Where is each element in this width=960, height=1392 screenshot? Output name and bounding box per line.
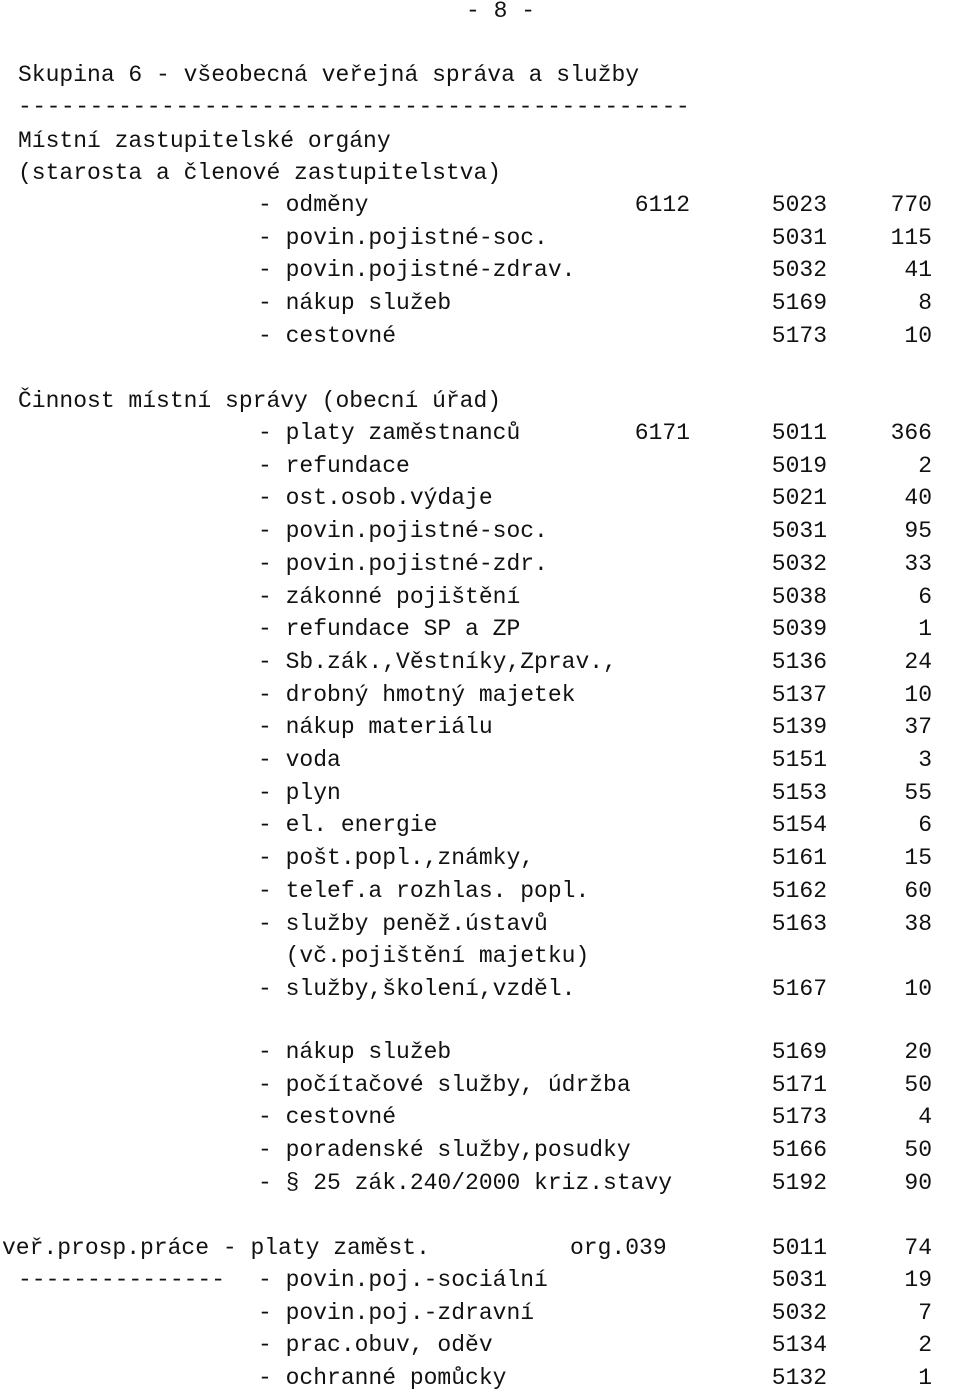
- row-amount: 24: [904, 648, 932, 675]
- row-item-code: 5134: [771, 1332, 827, 1359]
- row-label: - služby peněž.ústavů: [258, 910, 548, 937]
- section3-title-item: 5011: [771, 1235, 827, 1261]
- section1-title-line2: (starosta a členové zastupitelstva): [18, 160, 502, 186]
- row-item-code: 5136: [771, 648, 827, 675]
- row-amount: 770: [890, 192, 932, 218]
- row-label: - povin.pojistné-zdrav.: [258, 257, 576, 284]
- row-amount: 90: [904, 1169, 932, 1196]
- row-amount: 55: [904, 779, 932, 806]
- row-label: - nákup materiálu: [258, 714, 493, 741]
- row-label: - telef.a rozhlas. popl.: [258, 877, 590, 904]
- row-item-code: 5166: [771, 1137, 827, 1164]
- row-item-code: 5169: [771, 290, 827, 317]
- row-label: - ost.osob.výdaje: [258, 485, 493, 512]
- row-amount: 41: [904, 257, 932, 284]
- section3-underline: ---------------: [18, 1267, 226, 1293]
- row-paragraph: 6171: [634, 420, 690, 446]
- row-amount: 10: [904, 681, 932, 708]
- row-item-code: 5032: [771, 550, 827, 577]
- row-label: - cestovné: [258, 1104, 397, 1131]
- row-label: - platy zaměstnanců: [258, 420, 521, 446]
- row-label: - povin.pojistné-soc.: [258, 518, 548, 545]
- row-item-code: 5154: [771, 812, 827, 839]
- row-label: - cestovné: [258, 322, 397, 349]
- section3-org: org.039: [570, 1235, 667, 1261]
- row-label: - el. energie: [258, 812, 438, 839]
- row-amount: 50: [904, 1137, 932, 1164]
- row-item-code: 5162: [771, 877, 827, 904]
- row-label: - odměny: [258, 192, 369, 218]
- row-amount: 60: [904, 877, 932, 904]
- row-amount: 6: [918, 812, 932, 839]
- row-label: - nákup služeb: [258, 1039, 452, 1065]
- row-item-code: 5032: [771, 257, 827, 284]
- row-item-code: 5171: [771, 1071, 827, 1098]
- row-label: - zákonné pojištění: [258, 583, 521, 610]
- row-item-code: 5023: [771, 192, 827, 218]
- row-item-code: 5163: [771, 910, 827, 937]
- row-amount: 50: [904, 1071, 932, 1098]
- row-amount: 366: [890, 420, 932, 446]
- row-amount: 40: [904, 485, 932, 512]
- section2-title: Činnost místní správy (obecní úřad): [18, 388, 502, 414]
- row-item-code: 5032: [771, 1299, 827, 1326]
- row-label: - drobný hmotný majetek: [258, 681, 576, 708]
- row-label: - ochranné pomůcky: [258, 1365, 507, 1392]
- section3-title: veř.prosp.práce - platy zaměst.: [2, 1235, 430, 1261]
- row-label: - povin.poj.-zdravní: [258, 1299, 535, 1326]
- row-amount: 3: [918, 747, 932, 773]
- row-amount: 15: [904, 845, 932, 872]
- group-title: Skupina 6 - všeobecná veřejná správa a služby: [18, 62, 640, 88]
- row-item-code: 5031: [771, 518, 827, 545]
- page-number: - 8 -: [466, 0, 536, 24]
- row-label: - plyn: [258, 779, 341, 806]
- row-item-code: 5021: [771, 485, 827, 512]
- row-item-code: 5039: [771, 616, 827, 643]
- row-amount: 38: [904, 910, 932, 937]
- row-item-code: 5173: [771, 322, 827, 349]
- row-label: - pošt.popl.,známky,: [258, 845, 535, 872]
- row-amount: 2: [918, 1332, 932, 1359]
- row-item-code: 5132: [771, 1365, 827, 1392]
- row-item-code: 5161: [771, 845, 827, 872]
- row-label: - počítačové služby, údržba: [258, 1071, 631, 1098]
- row-amount: 95: [904, 518, 932, 545]
- row-label: - prac.obuv, oděv: [258, 1332, 493, 1359]
- row-label: - refundace: [258, 452, 410, 479]
- row-amount: 8: [918, 290, 932, 317]
- row-label: - služby,školení,vzděl.: [258, 975, 576, 1002]
- row-amount: 37: [904, 714, 932, 741]
- section3-title-amount: 74: [904, 1235, 932, 1261]
- row-item-code: 5011: [771, 420, 827, 446]
- row-item-code: 5038: [771, 583, 827, 610]
- row-amount: 2: [918, 452, 932, 479]
- row-item-code: 5167: [771, 975, 827, 1002]
- row-label: - Sb.zák.,Věstníky,Zprav.,: [258, 648, 617, 675]
- row-amount: 1: [918, 1365, 932, 1392]
- row-amount: 1: [918, 616, 932, 643]
- row-item-code: 5151: [771, 747, 827, 773]
- row-amount: 4: [918, 1104, 932, 1131]
- row-amount: 20: [904, 1039, 932, 1065]
- row-item-code: 5192: [771, 1169, 827, 1196]
- row-label: - povin.pojistné-soc.: [258, 224, 548, 251]
- row-amount: 19: [904, 1267, 932, 1293]
- title-separator: -----------------------------------------------: [18, 94, 691, 120]
- row-item-code: 5031: [771, 1267, 827, 1293]
- row-label: - povin.poj.-sociální: [258, 1267, 548, 1293]
- row-item-code: 5019: [771, 452, 827, 479]
- row-label: - povin.pojistné-zdr.: [258, 550, 548, 577]
- row-label: - § 25 zák.240/2000 kriz.stavy: [258, 1169, 673, 1196]
- row-amount: 7: [918, 1299, 932, 1326]
- row-label: - refundace SP a ZP: [258, 616, 521, 643]
- row-label: - voda: [258, 747, 341, 773]
- row-label: (vč.pojištění majetku): [258, 943, 590, 970]
- row-amount: 10: [904, 322, 932, 349]
- row-amount: 6: [918, 583, 932, 610]
- section1-title-line1: Místní zastupitelské orgány: [18, 128, 391, 154]
- row-label: - poradenské služby,posudky: [258, 1137, 631, 1164]
- row-item-code: 5169: [771, 1039, 827, 1065]
- row-item-code: 5137: [771, 681, 827, 708]
- row-item-code: 5173: [771, 1104, 827, 1131]
- row-paragraph: 6112: [634, 192, 690, 218]
- row-item-code: 5031: [771, 224, 827, 251]
- row-label: - nákup služeb: [258, 290, 452, 317]
- row-item-code: 5153: [771, 779, 827, 806]
- row-amount: 10: [904, 975, 932, 1002]
- row-amount: 33: [904, 550, 932, 577]
- row-item-code: 5139: [771, 714, 827, 741]
- row-amount: 115: [890, 224, 932, 251]
